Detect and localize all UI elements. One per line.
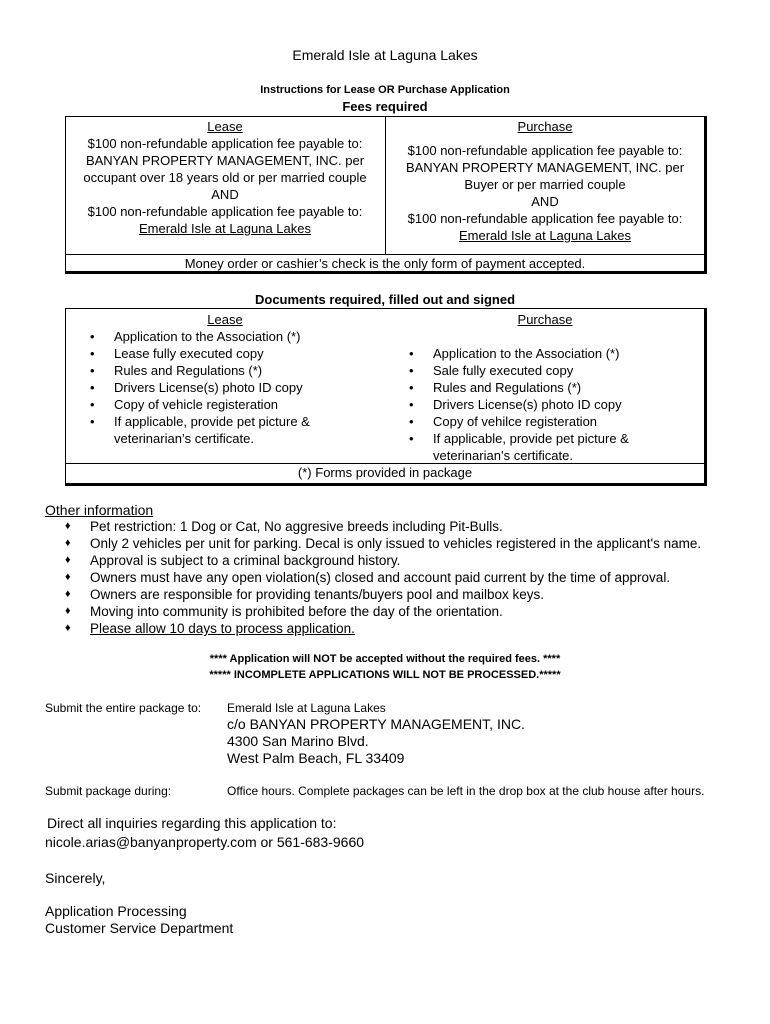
diamond-bullet-icon: ♦ — [65, 537, 71, 549]
diamond-bullet-icon: ♦ — [65, 554, 71, 566]
fees-purchase-line: $100 non-refundable application fee payable to: — [407, 211, 683, 226]
fees-table-divider — [385, 116, 386, 254]
list-item: ♦ Owners must have any open violation(s) closed and account paid current by the time of approval. — [65, 570, 671, 585]
bullet-icon: • — [409, 346, 414, 361]
diamond-bullet-icon: ♦ — [65, 520, 71, 532]
bullet-icon: • — [409, 397, 414, 412]
diamond-bullet-icon: ♦ — [65, 605, 71, 617]
bullet-icon: • — [90, 414, 95, 429]
fees-purchase-line: BANYAN PROPERTY MANAGEMENT, INC. per — [405, 160, 685, 175]
fees-lease-line: BANYAN PROPERTY MANAGEMENT, INC. per — [85, 153, 365, 168]
submit-during-text: Office hours. Complete packages can be left in the drop box at the club house after hours. — [227, 784, 705, 798]
submit-address-line: Emerald Isle at Laguna Lakes — [227, 701, 386, 715]
fees-purchase-line: AND — [531, 194, 559, 209]
submit-address-line: West Palm Beach, FL 33409 — [227, 750, 405, 766]
diamond-bullet-icon: ♦ — [65, 588, 71, 600]
fees-lease-line: $100 non-refundable application fee payable to: — [87, 136, 363, 151]
list-item: • If applicable, provide pet picture & — [90, 414, 310, 429]
list-item: • If applicable, provide pet picture & — [409, 431, 629, 446]
list-item: • Application to the Association (*) — [409, 346, 620, 361]
submit-address-line: 4300 San Marino Blvd. — [227, 733, 369, 749]
list-item: ♦ Owners are responsible for providing tenants/buyers pool and mailbox keys. — [65, 587, 544, 602]
fees-purchase-column — [387, 118, 703, 244]
signature-line: Customer Service Department — [45, 920, 234, 936]
bullet-icon: • — [90, 397, 95, 412]
bullet-icon: • — [409, 363, 414, 378]
incomplete-warning: ***** INCOMPLETE APPLICATIONS WILL NOT BE PROCESSED.***** — [209, 669, 561, 681]
fees-lease-line: occupant over 18 years old or per married couple — [83, 170, 367, 185]
list-item: • Application to the Association (*) — [90, 329, 301, 344]
submit-label: Submit the entire package to: — [45, 701, 202, 715]
fees-lease-column — [66, 118, 384, 237]
fees-lease-line: $100 non-refundable application fee payable to: — [87, 204, 363, 219]
list-item: ♦ Only 2 vehicles per unit for parking. Decal is only issued to vehicles registered in the applicant's name. — [65, 536, 702, 551]
list-item: • Drivers License(s) photo ID copy — [90, 380, 303, 395]
list-item: • Copy of vehicle registeration — [90, 397, 279, 412]
fees-lease-heading: Lease — [207, 119, 243, 134]
list-item: ♦ Pet restriction: 1 Dog or Cat, No aggresive breeds including Pit-Bulls. — [65, 519, 503, 534]
fees-purchase-line: Buyer or per married couple — [464, 177, 626, 192]
fees-heading: Fees required — [342, 99, 428, 114]
fees-purchase-heading: Purchase — [517, 119, 573, 134]
list-item: • Rules and Regulations (*) — [90, 363, 263, 378]
fees-table-rule — [65, 254, 705, 255]
list-item: ♦ Please allow 10 days to process application. — [65, 621, 355, 636]
fees-lease-line: AND — [211, 187, 239, 202]
bullet-icon: • — [409, 431, 414, 446]
bullet-icon: • — [90, 329, 95, 344]
documents-purchase-list — [409, 345, 699, 464]
other-information-list — [65, 518, 765, 637]
diamond-bullet-icon: ♦ — [65, 622, 71, 634]
signature-line: Application Processing — [45, 903, 187, 919]
closing-salutation: Sincerely, — [45, 870, 106, 886]
submit-address-line: c/o BANYAN PROPERTY MANAGEMENT, INC. — [227, 716, 525, 732]
contact-info: nicole.arias@banyanproperty.com or 561-683-9660 — [45, 834, 365, 850]
list-item: • Drivers License(s) photo ID copy — [409, 397, 622, 412]
list-item: • Lease fully executed copy — [90, 346, 264, 361]
documents-heading: Documents required, filled out and signed — [254, 292, 516, 307]
list-item-continuation: veterinarian’s certificate. — [433, 448, 573, 463]
bullet-icon: • — [90, 380, 95, 395]
list-item: ♦ Moving into community is prohibited before the day of the orientation. — [65, 604, 503, 619]
fees-warning: **** Application will NOT be accepted without the required fees. **** — [209, 653, 561, 665]
documents-lease-heading: Lease — [207, 312, 243, 327]
list-item: • Rules and Regulations (*) — [409, 380, 582, 395]
fees-purchase-line: $100 non-refundable application fee payable to: — [407, 143, 683, 158]
fees-lease-payee: Emerald Isle at Laguna Lakes — [139, 221, 311, 236]
diamond-bullet-icon: ♦ — [65, 571, 71, 583]
other-information-heading: Other information — [45, 502, 154, 518]
documents-forms-note: (*) Forms provided in package — [297, 465, 473, 480]
documents-lease-list — [90, 328, 380, 447]
bullet-icon: • — [90, 346, 95, 361]
documents-purchase-heading: Purchase — [517, 312, 573, 327]
fees-payment-note: Money order or cashier’s check is the only form of payment accepted. — [184, 256, 586, 271]
list-item: ♦ Approval is subject to a criminal background history. — [65, 553, 401, 568]
submit-during-label: Submit package during: — [45, 784, 172, 798]
list-item-continuation: veterinarian’s certificate. — [114, 431, 254, 446]
document-title: Emerald Isle at Laguna Lakes — [292, 47, 478, 63]
bullet-icon: • — [409, 380, 414, 395]
inquiries-text: Direct all inquiries regarding this application to: — [47, 815, 337, 831]
instructions-heading: Instructions for Lease OR Purchase Application — [260, 84, 510, 96]
bullet-icon: • — [90, 363, 95, 378]
bullet-icon: • — [409, 414, 414, 429]
list-item: • Copy of vehilce registeration — [409, 414, 598, 429]
list-item: • Sale fully executed copy — [409, 363, 574, 378]
fees-purchase-payee: Emerald Isle at Laguna Lakes — [459, 228, 631, 243]
